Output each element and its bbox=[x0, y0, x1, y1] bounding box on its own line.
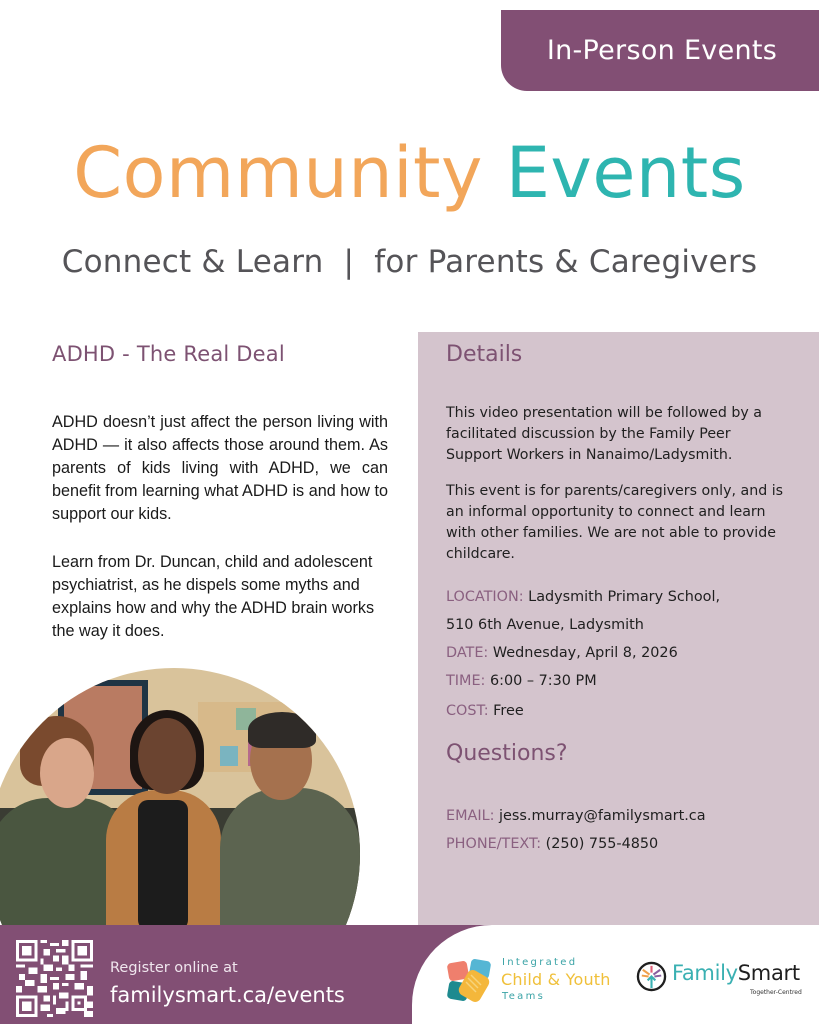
familysmart-logo-icon bbox=[636, 961, 667, 992]
time-line bbox=[446, 667, 791, 695]
date-label: DATE: bbox=[446, 645, 489, 661]
date-line bbox=[446, 639, 791, 667]
register-label: Register online at bbox=[110, 960, 238, 976]
time-value: 6:00 – 7:30 PM bbox=[489, 673, 597, 689]
person-3-hair bbox=[248, 712, 316, 748]
familysmart-logo-smart: Smart bbox=[737, 961, 800, 985]
cost-value: Free bbox=[493, 703, 524, 719]
icyt-logo-line1: Integrated bbox=[502, 957, 578, 968]
event-title: ADHD - The Real Deal bbox=[52, 342, 285, 366]
questions-heading: Questions? bbox=[446, 741, 568, 766]
event-paragraph-1: ADHD doesn’t just affect the person living with ADHD — it also affects those around them. As parents of kids living with ADHD, we can benefit from learning what ADHD is and how to support our kids. bbox=[52, 413, 388, 523]
hands-puzzle-icon bbox=[446, 958, 494, 1004]
person-2-shirt bbox=[138, 800, 188, 925]
familysmart-logo-family: Family bbox=[672, 961, 738, 985]
location-line bbox=[446, 583, 791, 611]
event-paragraph-2: Learn from Dr. Duncan, child and adolescent psychiatrist, as he dispels some myths and explains how and why the ADHD brain works the way it does. bbox=[52, 553, 375, 640]
phone-line bbox=[446, 830, 791, 858]
register-link[interactable]: familysmart.ca/events bbox=[110, 983, 345, 1007]
email-line bbox=[446, 802, 791, 830]
in-person-events-tag: In-Person Events bbox=[501, 10, 819, 91]
phone-link[interactable]: (250) 755-4850 bbox=[545, 836, 659, 852]
event-photo-circle bbox=[0, 668, 360, 925]
person-2-head bbox=[138, 718, 196, 794]
date-value: Wednesday, April 8, 2026 bbox=[492, 645, 678, 661]
cost-label: COST: bbox=[446, 703, 489, 719]
page-title bbox=[0, 130, 819, 216]
details-paragraph-1: This video presentation will be followed by a facilitated discussion by the Family Peer Support Workers in Nanaimo/Ladysmith. bbox=[446, 405, 762, 463]
details-panel bbox=[418, 332, 819, 925]
event-photo bbox=[0, 668, 420, 925]
location-value: Ladysmith Primary School, bbox=[528, 589, 721, 605]
location-label: LOCATION: bbox=[446, 589, 524, 605]
event-description bbox=[52, 342, 388, 668]
title-word-events: Events bbox=[505, 132, 746, 214]
familysmart-tagline: Together-Centred bbox=[750, 989, 802, 996]
email-label: EMAIL: bbox=[446, 808, 495, 824]
email-link[interactable]: jess.murray@familysmart.ca bbox=[499, 808, 706, 824]
person-3 bbox=[220, 788, 360, 925]
page-subtitle: Connect & Learn | for Parents & Caregivers bbox=[61, 244, 758, 280]
details-paragraph-2: This event is for parents/caregivers only, and is an informal opportunity to connect and learn with other families. We are not able to provide childcare. bbox=[446, 483, 784, 562]
time-label: TIME: bbox=[446, 673, 486, 689]
location-line-2: 510 6th Avenue, Ladysmith bbox=[446, 617, 644, 633]
qr-code-icon[interactable] bbox=[16, 940, 93, 1017]
icyt-logo-line2: Child & Youth bbox=[501, 970, 611, 989]
cost-line bbox=[446, 697, 791, 725]
photo-note bbox=[220, 746, 238, 766]
icyt-logo-line3: Teams bbox=[502, 991, 546, 1002]
person-1-head bbox=[40, 738, 94, 808]
familysmart-logo-text bbox=[672, 961, 800, 985]
title-word-community: Community bbox=[73, 132, 483, 214]
phone-label: PHONE/TEXT: bbox=[446, 836, 542, 852]
details-heading: Details bbox=[446, 342, 523, 367]
